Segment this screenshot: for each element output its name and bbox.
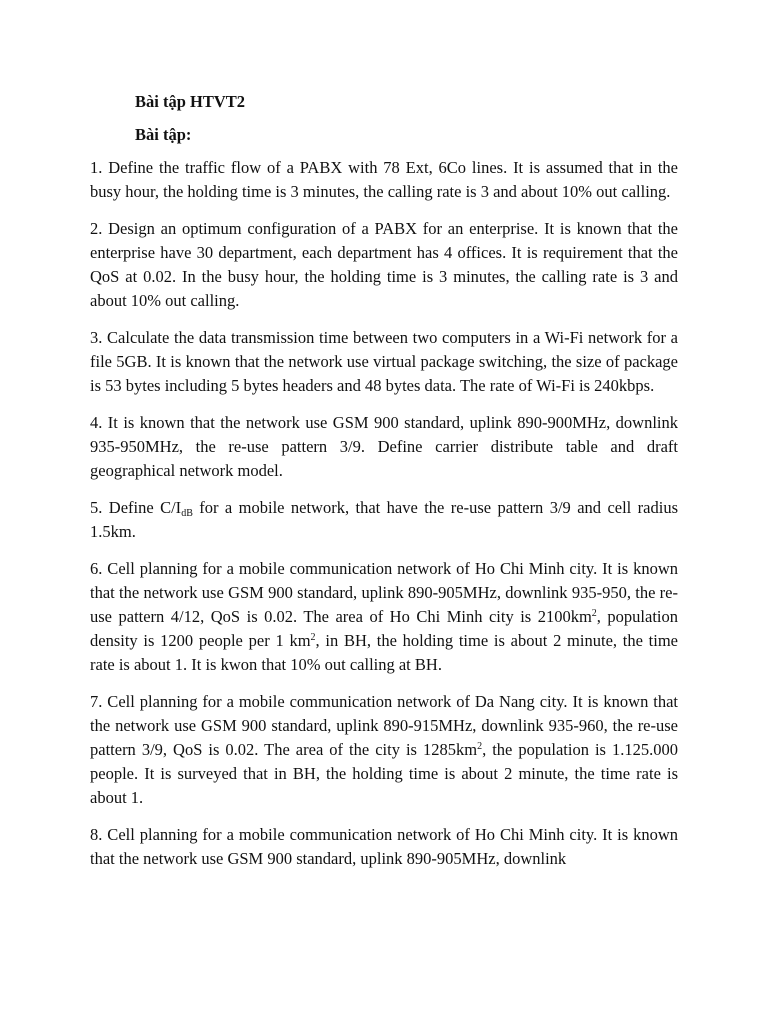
document-subtitle: Bài tập: [135, 125, 192, 144]
exercise-5-subscript: dB [181, 508, 193, 519]
exercise-6-text-b: , population density is 1200 people per 1 km [90, 607, 678, 650]
exercise-6-text-c: , in BH, the holding time is about 2 minute, the time rate is about 1. It is kwon that 10% out calling at BH. [90, 631, 678, 674]
exercise-4: 4. It is known that the network use GSM 900 standard, uplink 890-900MHz, downlink 935-950MHz, the re-use pattern 3/9. Define carrier distribute table and draft geographical network model. [90, 413, 678, 480]
exercise-3: 3. Calculate the data transmission time between two computers in a Wi-Fi network for a file 5GB. It is known that the network use virtual package switching, the size of package is 53 bytes including 5 bytes headers and 48 bytes data. The rate of Wi-Fi is 240kbps. [90, 328, 678, 395]
exercise-7-text-a: 7. Cell planning for a mobile communication network of Da Nang city. It is known that the network use GSM 900 standard, uplink 890-915MHz, downlink 935-960, the re-use pattern 3/9, QoS is 0.02. The area of the city is 1285km [90, 692, 678, 759]
exercise-7-text-b: , the population is 1.125.000 people. It is surveyed that in BH, the holding time is about 2 minute, the time rate is about 1. [90, 740, 678, 807]
exercise-1: 1. Define the traffic flow of a PABX with 78 Ext, 6Co lines. It is assumed that in the busy hour, the holding time is 3 minutes, the calling rate is 3 and about 10% out calling. [90, 158, 678, 201]
exercise-2: 2. Design an optimum configuration of a PABX for an enterprise. It is known that the enterprise have 30 department, each department has 4 offices. It is requirement that the QoS at 0.02. In the busy hour, the holding time is 3 minutes, the calling rate is 3 and about 10% out calling. [90, 219, 678, 310]
exercise-6 [90, 557, 678, 677]
exercise-7-superscript: 2 [477, 741, 483, 752]
exercise-5 [90, 496, 678, 544]
exercise-5-text-b: for a mobile network, that have the re-use pattern 3/9 and cell radius 1.5km. [90, 498, 679, 541]
document-page [90, 90, 678, 884]
document-title: Bài tập HTVT2 [135, 92, 246, 111]
exercise-8: 8. Cell planning for a mobile communication network of Ho Chi Minh city. It is known that the network use GSM 900 standard, uplink 890-905MHz, downlink [90, 825, 678, 868]
exercise-6-superscript-a: 2 [591, 608, 597, 619]
exercise-6-text-a: 6. Cell planning for a mobile communication network of Ho Chi Minh city. It is known that the network use GSM 900 standard, uplink 890-905MHz, downlink 935-950, the re-use pattern 4/12, QoS is 0.02. The area of Ho Chi Minh city is 2100km [90, 559, 678, 626]
exercise-6-superscript-b: 2 [310, 632, 316, 643]
exercise-5-text-a: 5. Define C/I [90, 498, 182, 517]
exercise-7 [90, 690, 678, 810]
